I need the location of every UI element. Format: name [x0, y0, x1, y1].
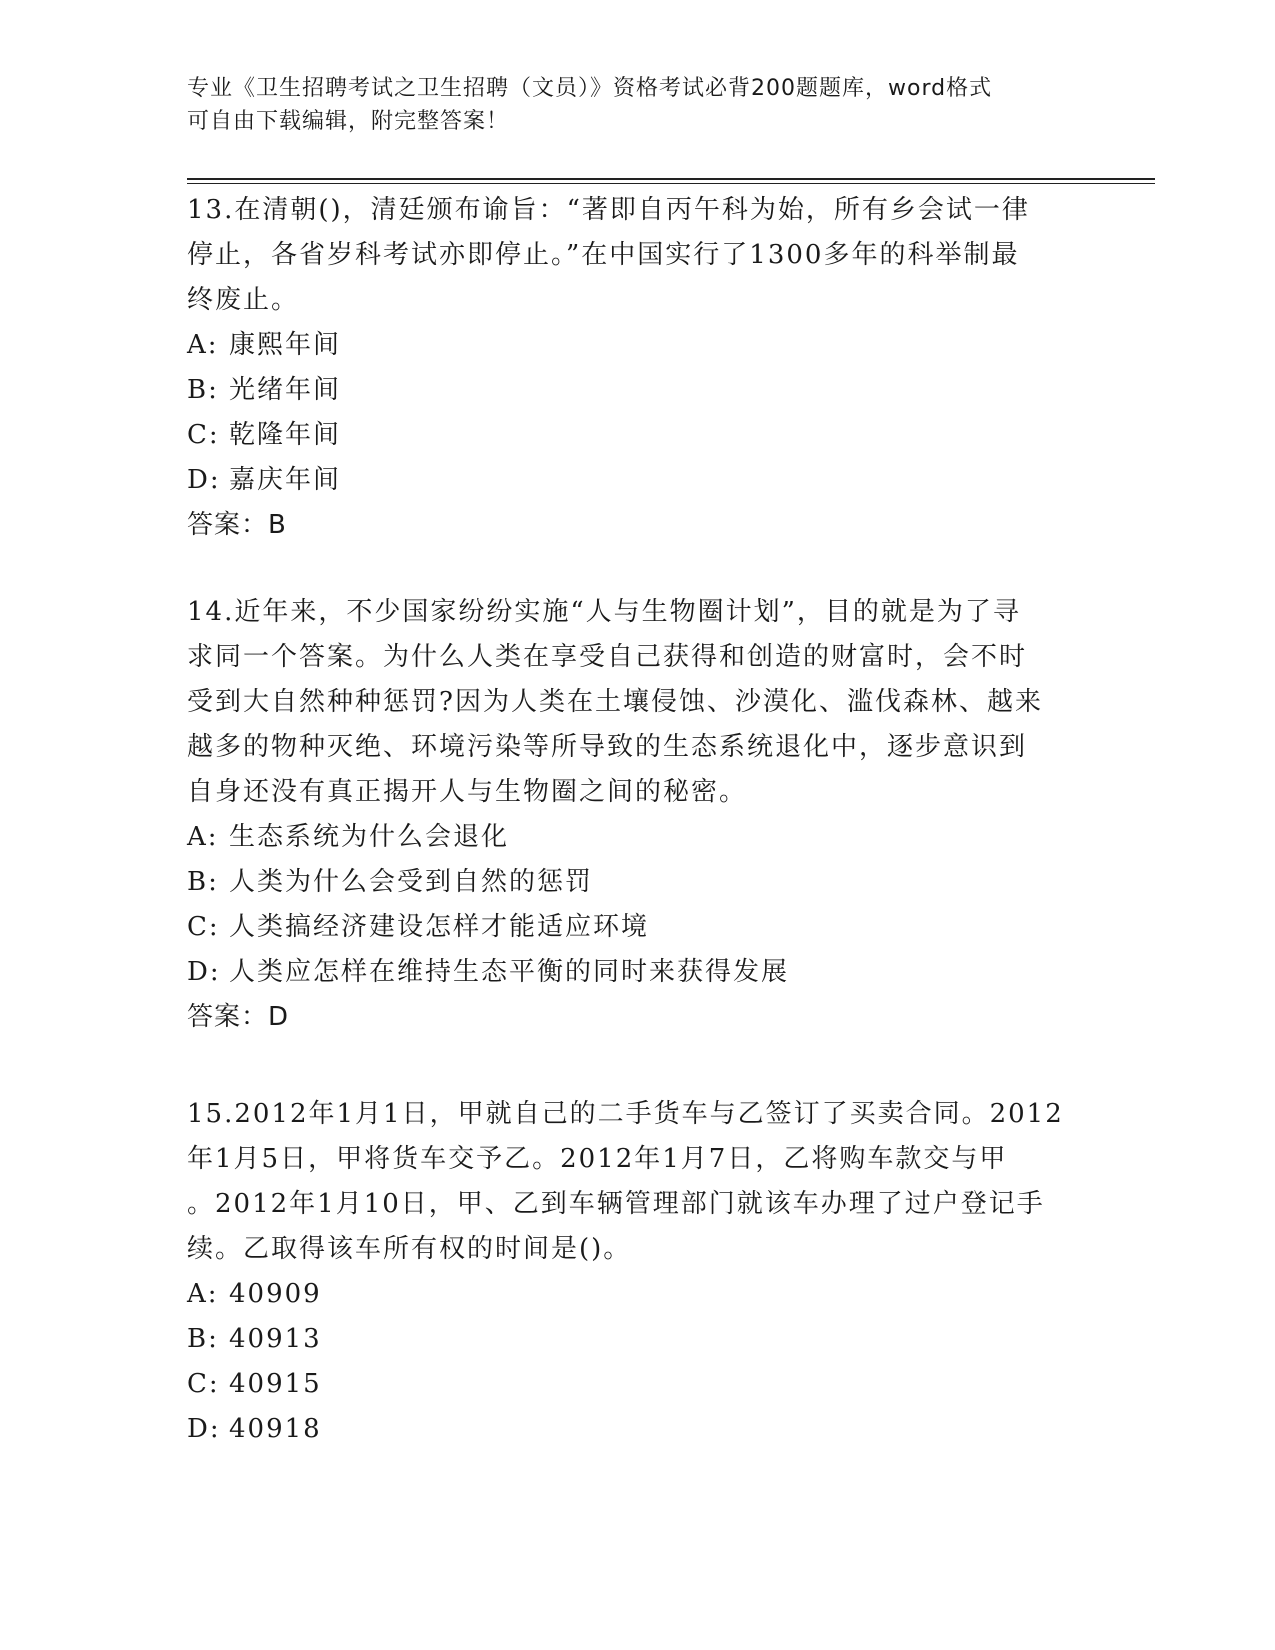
option-text: 生态系统为什么会退化 — [229, 822, 510, 852]
option-c — [187, 905, 1077, 950]
question-stem-line: 终废止。 — [187, 285, 300, 315]
option-key: B: — [187, 375, 219, 405]
header-line-2: 可自由下载编辑，附完整答案！ — [187, 109, 510, 134]
option-text: 人类为什么会受到自然的惩罚 — [229, 867, 594, 897]
option-key: A: — [187, 1279, 219, 1309]
option-a — [187, 815, 1077, 860]
document-header — [187, 72, 1067, 138]
option-b — [187, 860, 1077, 905]
question-13 — [187, 188, 1077, 548]
option-b — [187, 1317, 1077, 1362]
question-stem-line: 求同一个答案。为什么人类在享受自己获得和创造的财富时，会不时 — [187, 642, 1028, 672]
question-stem-line: 14.近年来，不少国家纷纷实施“人与生物圈计划”，目的就是为了寻 — [187, 597, 1021, 627]
question-stem-line: 13.在清朝()，清廷颁布谕旨：“著即自丙午科为始，所有乡会试一律 — [187, 195, 1030, 225]
header-divider-thin — [187, 183, 1155, 184]
option-text: 光绪年间 — [229, 375, 342, 405]
option-key: A: — [187, 330, 219, 360]
question-stem-line: 受到大自然种种惩罚?因为人类在土壤侵蚀、沙漠化、滥伐森林、越来 — [187, 687, 1043, 717]
header-divider-thick — [187, 178, 1155, 180]
option-text: 人类搞经济建设怎样才能适应环境 — [229, 912, 650, 942]
option-key: B: — [187, 1324, 219, 1354]
option-a — [187, 1272, 1077, 1317]
option-text: 40915 — [229, 1369, 322, 1399]
question-stem-line: 15.2012年1月1日，甲就自己的二手货车与乙签订了买卖合同。2012 — [187, 1099, 1064, 1129]
option-text: 康熙年间 — [229, 330, 342, 360]
question-stem-line: 停止，各省岁科考试亦即停止。”在中国实行了1300多年的科举制最 — [187, 240, 1020, 270]
question-15 — [187, 1092, 1077, 1452]
option-a — [187, 323, 1077, 368]
question-stem-line: 续。乙取得该车所有权的时间是()。 — [187, 1234, 632, 1264]
option-text: 40909 — [229, 1279, 322, 1309]
option-b — [187, 368, 1077, 413]
question-stem-line: 。2012年1月10日，甲、乙到车辆管理部门就该车办理了过户登记手 — [187, 1189, 1045, 1219]
option-key: B: — [187, 867, 219, 897]
option-text: 40913 — [229, 1324, 322, 1354]
question-stem-line: 越多的物种灭绝、环境污染等所导致的生态系统退化中，逐步意识到 — [187, 732, 1028, 762]
option-text: 乾隆年间 — [229, 420, 342, 450]
option-key: C: — [187, 912, 220, 942]
question-14 — [187, 590, 1077, 1040]
option-key: A: — [187, 822, 219, 852]
option-text: 40918 — [229, 1414, 322, 1444]
option-text: 人类应怎样在维持生态平衡的同时来获得发展 — [229, 957, 790, 987]
option-key: D: — [187, 465, 221, 495]
answer-text: 答案：D — [187, 1002, 290, 1032]
option-key: D: — [187, 957, 221, 987]
option-key: C: — [187, 420, 220, 450]
option-d — [187, 950, 1077, 995]
option-d — [187, 458, 1077, 503]
option-d — [187, 1407, 1077, 1452]
question-stem-line: 自身还没有真正揭开人与生物圈之间的秘密。 — [187, 777, 748, 807]
question-stem-line: 年1月5日，甲将货车交予乙。2012年1月7日，乙将购车款交与甲 — [187, 1144, 1008, 1174]
option-key: D: — [187, 1414, 221, 1444]
answer-text: 答案：B — [187, 510, 287, 540]
header-line-1: 专业《卫生招聘考试之卫生招聘（文员）》资格考试必背200题题库，word格式 — [187, 76, 993, 101]
option-text: 嘉庆年间 — [229, 465, 342, 495]
option-key: C: — [187, 1369, 220, 1399]
option-c — [187, 413, 1077, 458]
option-c — [187, 1362, 1077, 1407]
